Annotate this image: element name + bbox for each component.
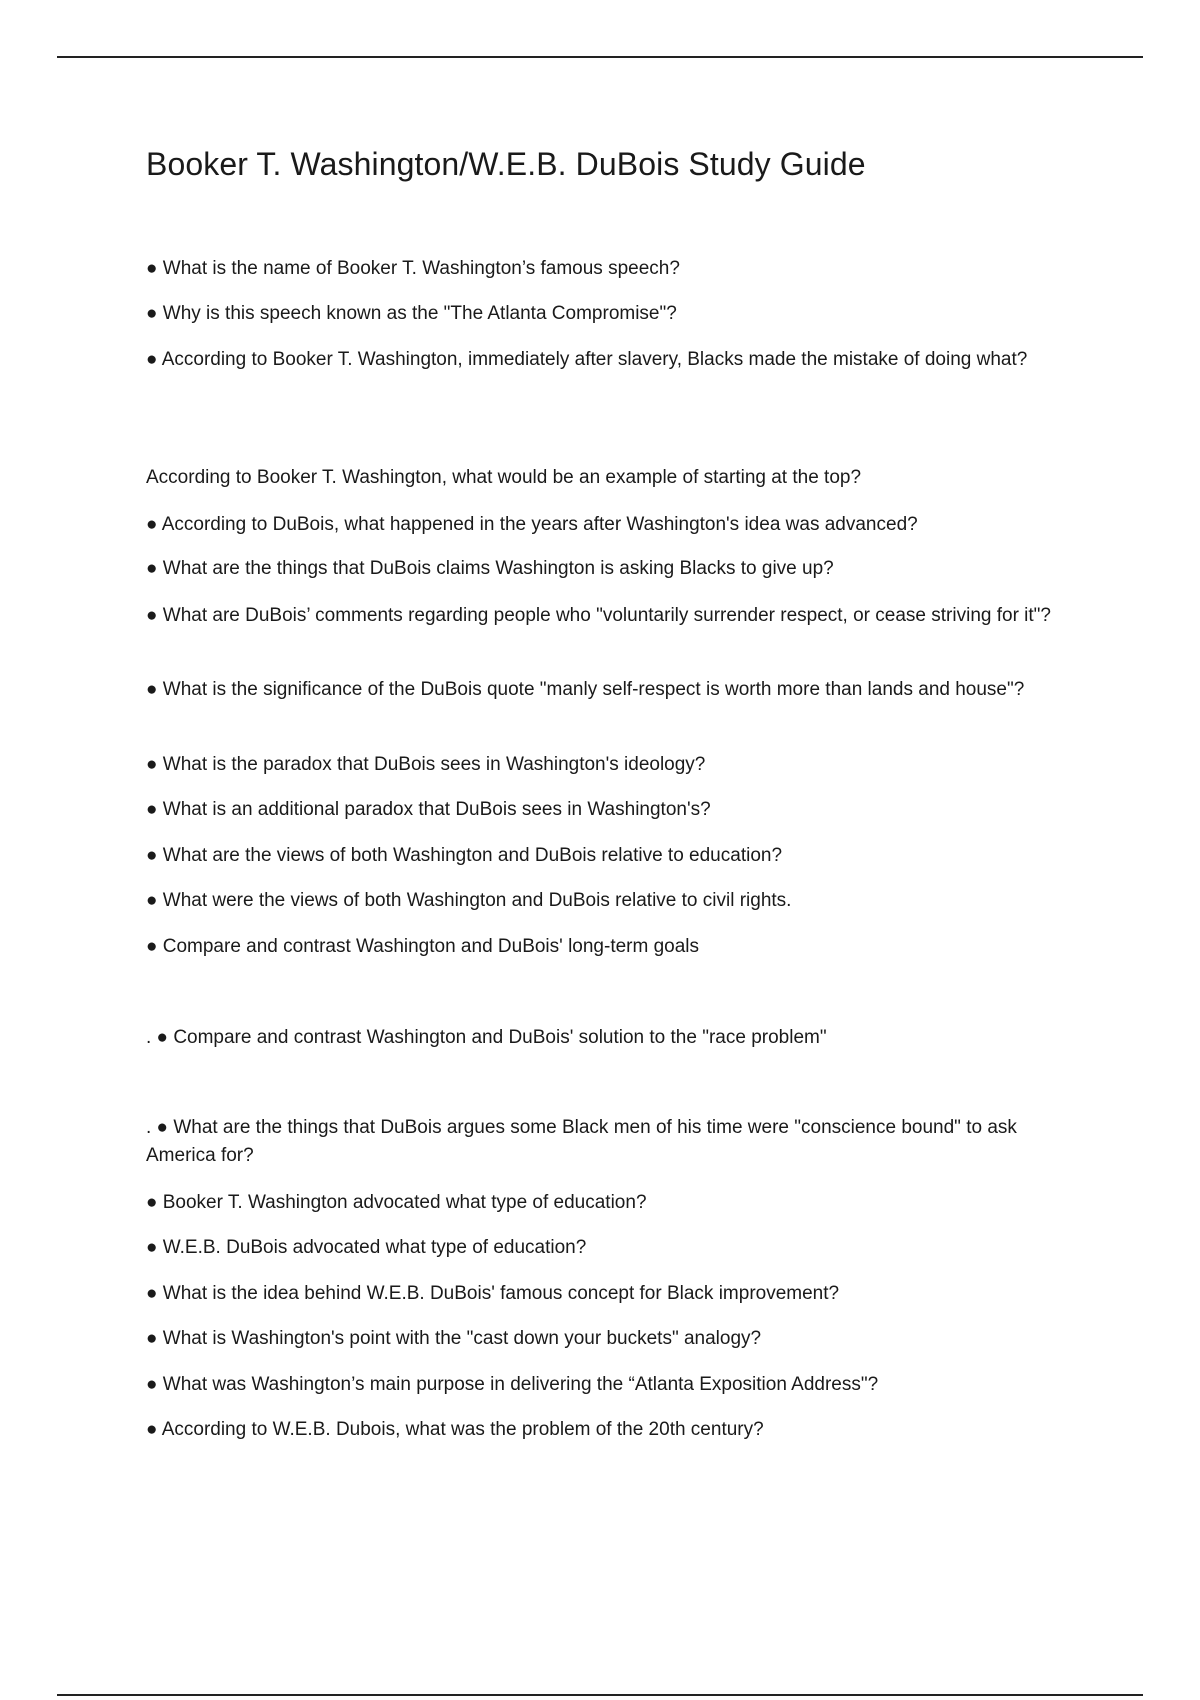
question-item: ● What are DuBois’ comments regarding people who "voluntarily surrender respect, or cease striving for it"? (146, 605, 1051, 626)
question-item: ● What are the things that DuBois claims Washington is asking Blacks to give up? (146, 558, 834, 579)
question-item: ● What is the name of Booker T. Washington’s famous speech? (146, 258, 680, 279)
question-item: ● What is the significance of the DuBois quote "manly self-respect is worth more than lands and house"? (146, 679, 1025, 700)
footer-rule (57, 1694, 1143, 1696)
question-item: ● Why is this speech known as the "The Atlanta Compromise"? (146, 303, 677, 324)
question-item: ● According to W.E.B. Dubois, what was the problem of the 20th century? (146, 1419, 764, 1440)
question-item: ● What is an additional paradox that DuBois sees in Washington's? (146, 799, 711, 820)
question-item: . ● Compare and contrast Washington and DuBois' solution to the "race problem" (146, 1027, 827, 1048)
question-item: ● What is Washington's point with the "cast down your buckets" analogy? (146, 1328, 762, 1349)
header-rule (57, 56, 1143, 58)
question-item: ● W.E.B. DuBois advocated what type of education? (146, 1237, 587, 1258)
question-item: ● What is the idea behind W.E.B. DuBois' famous concept for Black improvement? (146, 1283, 840, 1304)
question-item: ● Booker T. Washington advocated what type of education? (146, 1192, 647, 1213)
question-item: . ● What are the things that DuBois argues some Black men of his time were "conscience bound" to ask America for? (146, 1117, 1017, 1166)
page-title: Booker T. Washington/W.E.B. DuBois Study Guide (146, 146, 866, 182)
question-item: ● Compare and contrast Washington and DuBois' long-term goals (146, 936, 700, 957)
question-item: ● According to DuBois, what happened in the years after Washington's idea was advanced? (146, 514, 918, 535)
question-item: ● According to Booker T. Washington, immediately after slavery, Blacks made the mistake of doing what? (146, 349, 1028, 370)
question-item: ● What were the views of both Washington and DuBois relative to civil rights. (146, 890, 792, 911)
question-item: ● What was Washington’s main purpose in delivering the “Atlanta Exposition Address"? (146, 1374, 879, 1395)
question-item: According to Booker T. Washington, what would be an example of starting at the top? (146, 467, 862, 488)
question-item: ● What are the views of both Washington and DuBois relative to education? (146, 845, 783, 866)
question-item: ● What is the paradox that DuBois sees in Washington's ideology? (146, 754, 706, 775)
